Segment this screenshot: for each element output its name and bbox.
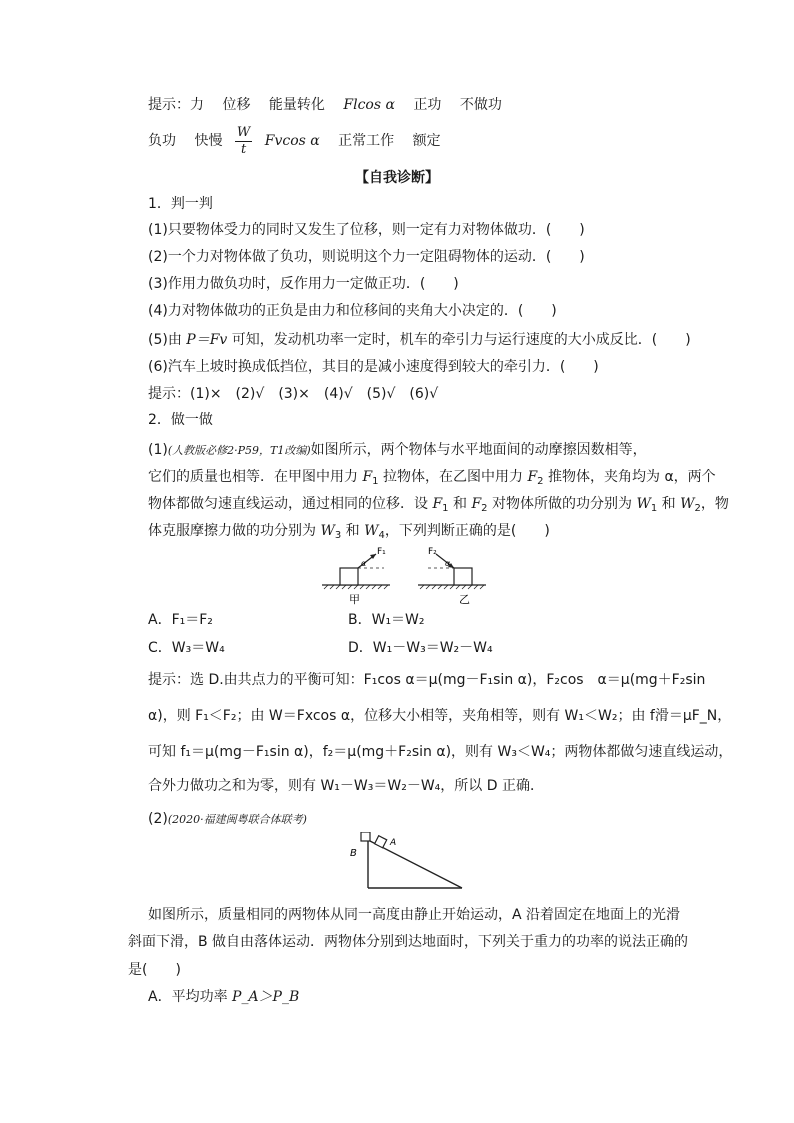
hint-line-2: 负功 快慢 $\frac{W}{t}$ Fvcos α 正常工作 额定 bbox=[148, 124, 441, 157]
section-heading: 【自我诊断】 bbox=[355, 170, 439, 186]
judge-item-5: (5)由 P＝Fv 可知，发动机功率一定时，机车的牵引力与运行速度的大小成反比．( ) bbox=[148, 332, 691, 348]
judge-item-6: (6)汽车上坡时换成低挡位，其目的是减小速度得到较大的牵引力．( ) bbox=[148, 359, 599, 375]
figure-blocks-forces bbox=[318, 544, 488, 606]
part1-title: 1．判一判 bbox=[148, 196, 213, 212]
block-a bbox=[375, 836, 387, 848]
q1-explain-3: 可知 f₁＝μ(mg－F₁sin α)，f₂＝μ(mg＋F₂sin α)，则有 W₃＜W₄；两物体都做匀速直线运动， bbox=[148, 744, 733, 760]
option-a: A．F₁＝F₂ bbox=[148, 612, 213, 628]
block-left bbox=[340, 568, 358, 585]
judge-item-4: (4)力对物体做功的正负是由力和位移间的夹角大小决定的．( ) bbox=[148, 303, 557, 319]
q1-explain-4: 合外力做功之和为零，则有 W₁－W₃＝W₂－W₄，所以 D 正确． bbox=[148, 778, 544, 794]
judge-item-1: (1)只要物体受力的同时又发生了位移，则一定有力对物体做功．( ) bbox=[148, 222, 585, 238]
svg-text:乙: 乙 bbox=[459, 593, 470, 606]
part2-title: 2．做一做 bbox=[148, 412, 213, 428]
block-right bbox=[454, 568, 472, 585]
option-d: D．W₁－W₃＝W₂－W₄ bbox=[348, 640, 493, 656]
q2-line-2: 斜面下滑，B 做自由落体运动．两物体分别到达地面时，下列关于重力的功率的说法正确的 bbox=[128, 934, 689, 950]
option-b: B．W₁＝W₂ bbox=[348, 612, 425, 628]
q1-line-2: 它们的质量也相等．在甲图中用力 $F_1$ 拉物体，在乙图中用力 $F_2$ 推物体，夹角均为 α，两个 bbox=[148, 469, 716, 487]
svg-text:F₁: F₁ bbox=[377, 547, 386, 557]
q2-line-3: 是( ) bbox=[128, 962, 181, 978]
svg-text:甲: 甲 bbox=[349, 593, 360, 606]
q1-line-1: (1)(人教版必修2·P59，T1改编)如图所示，两个物体与水平地面间的动摩擦因数相等， bbox=[148, 442, 647, 458]
q2-title: (2)(2020·福建闽粤联合体联考) bbox=[148, 811, 307, 827]
figure-incline bbox=[346, 832, 466, 894]
fraction-w-over-t: $\frac{W}{t}$ bbox=[236, 124, 251, 157]
svg-text:B: B bbox=[350, 848, 357, 859]
option-c: C．W₃＝W₄ bbox=[148, 640, 225, 656]
q1-line-3: 物体都做匀速直线运动，通过相同的位移．设 $F_1$ 和 $F_2$ 对物体所做的功分别为 $W_1$ 和 $W_2$，物 bbox=[148, 496, 729, 514]
svg-text:A: A bbox=[390, 838, 397, 848]
judge-item-3: (3)作用力做负功时，反作用力一定做正功．( ) bbox=[148, 276, 459, 292]
q1-explain-2: α)，则 F₁＜F₂；由 W＝Fxcos α，位移大小相等，夹角相等，则有 W₁＜W₂；由 f滑＝μF_N， bbox=[148, 708, 732, 724]
judge-item-2: (2)一个力对物体做了负功，则说明这个力一定阻碍物体的运动．( ) bbox=[148, 249, 585, 265]
q1-line-4: 体克服摩擦力做的功分别为 $W_3$ 和 $W_4$，下列判断正确的是( ) bbox=[148, 523, 550, 541]
q2-option-a: A．平均功率 P_A＞P_B bbox=[148, 989, 300, 1005]
block-b bbox=[361, 832, 370, 841]
svg-text:α: α bbox=[361, 559, 367, 568]
q2-line-1: 如图所示，质量相同的两物体从同一高度由静止开始运动，A 沿着固定在地面上的光滑 bbox=[148, 907, 681, 923]
judge-answers: 提示：(1)× (2)√ (3)× (4)√ (5)√ (6)√ bbox=[148, 386, 439, 402]
svg-text:α: α bbox=[445, 559, 451, 568]
svg-text:F₂: F₂ bbox=[428, 547, 437, 557]
q1-explain-1: 提示：选 D.由共点力的平衡可知：F₁cos α＝μ(mg－F₁sin α)，F₂cos α＝μ(mg＋F₂sin bbox=[148, 672, 706, 688]
hint-line-1: 提示：力 位移 能量转化 Flcos α 正功 不做功 bbox=[148, 97, 502, 113]
